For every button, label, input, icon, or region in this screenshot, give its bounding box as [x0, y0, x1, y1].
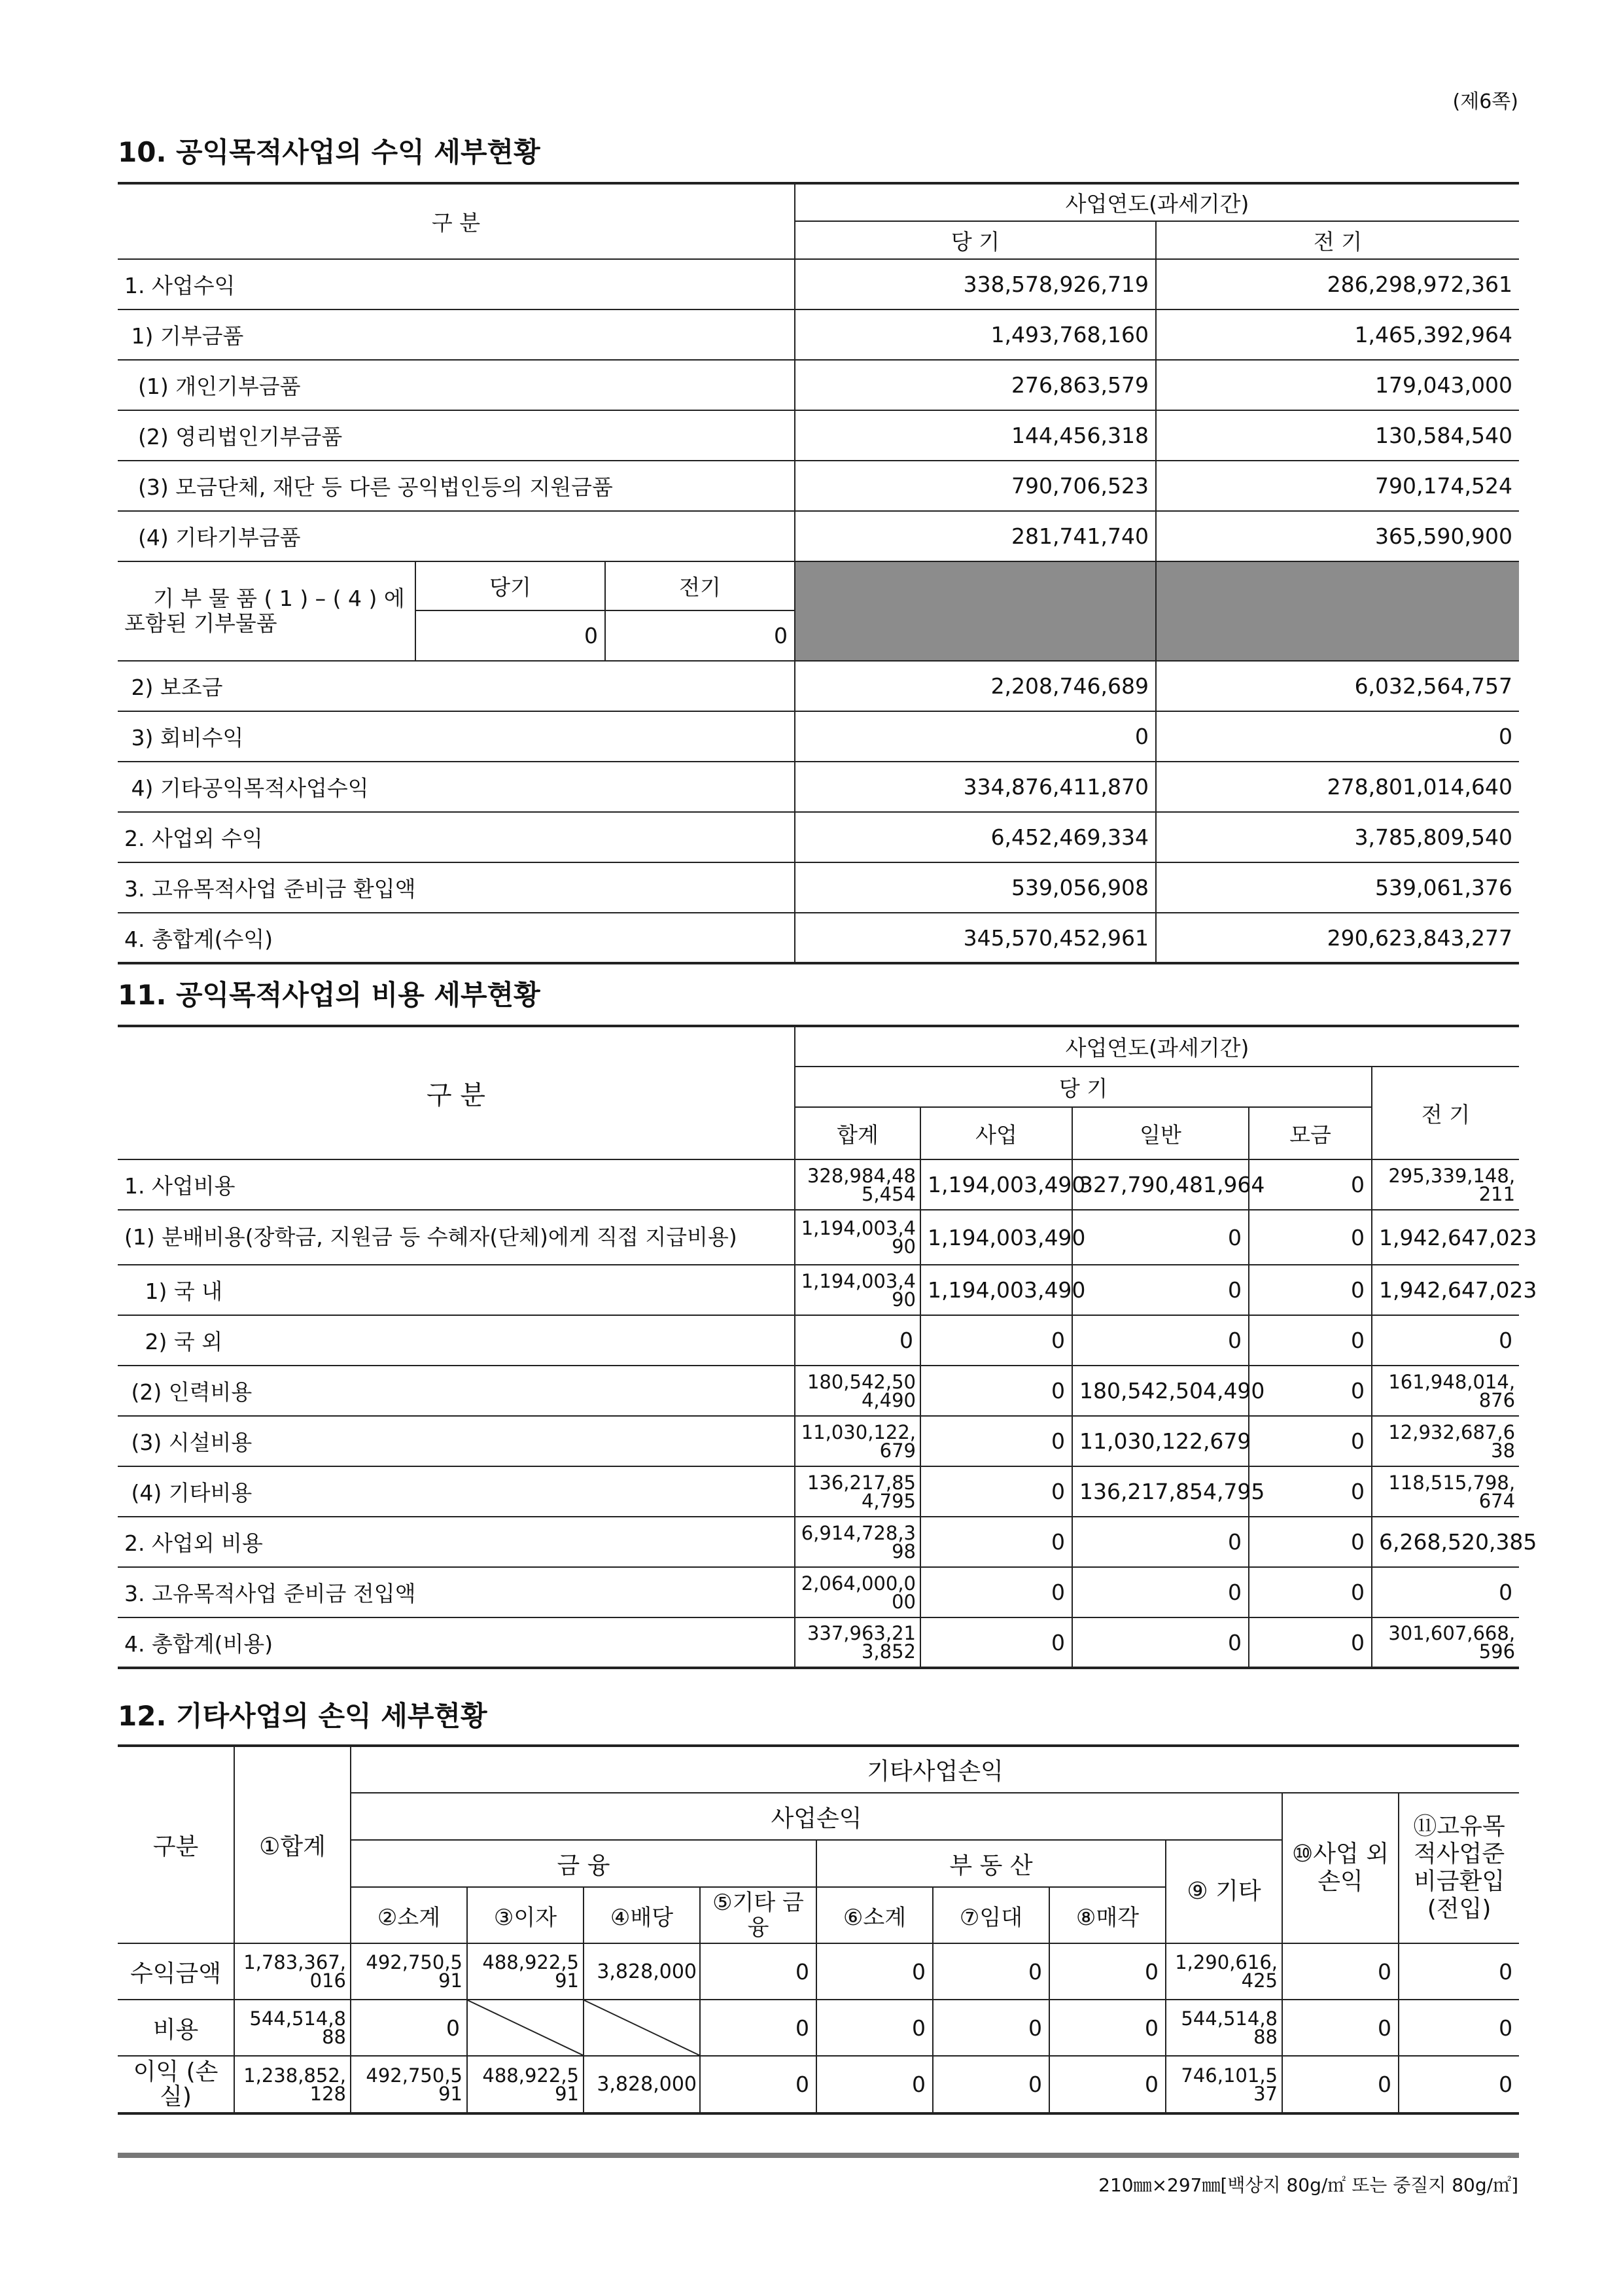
- row-label: 2) 국 외: [118, 1315, 795, 1366]
- in-kind-prior-value: 0: [605, 610, 795, 661]
- current-value: 2,208,746,689: [795, 661, 1156, 711]
- current-value: 790,706,523: [795, 461, 1156, 511]
- total-value: 180,542,504,490: [795, 1366, 920, 1416]
- in-kind-label-line2: 포함된 기부물품: [124, 610, 277, 636]
- fundraising-value: 0: [1249, 1466, 1372, 1517]
- other-finance-value: 0: [700, 2056, 816, 2113]
- interest-value: 488,922,591: [467, 2056, 584, 2113]
- table-row: [118, 309, 1519, 360]
- sum-value: 1,238,852,128: [234, 2056, 351, 2113]
- total-value: 337,963,213,852: [795, 1617, 920, 1668]
- prior-value: 301,607,668,596: [1372, 1617, 1519, 1668]
- prior-value: 179,043,000: [1156, 360, 1519, 410]
- general-value: 0: [1072, 1517, 1249, 1567]
- prior-value: 130,584,540: [1156, 410, 1519, 461]
- interest-na-cell: [467, 2000, 584, 2056]
- prior-value: 0: [1156, 711, 1519, 762]
- finance-subtotal-value: 492,750,591: [351, 2056, 467, 2113]
- row-label: (1) 분배비용(장학금, 지원금 등 수혜자(단체)에게 직접 지급비용): [118, 1210, 795, 1265]
- sale-value: 0: [1049, 2056, 1166, 2113]
- diagonal-line-icon: [468, 2000, 583, 2055]
- table-row: [118, 1265, 1519, 1315]
- row-label: (2) 인력비용: [118, 1366, 795, 1416]
- row-label: 4. 총합계(수익): [118, 913, 795, 963]
- prior-value: 286,298,972,361: [1156, 259, 1519, 309]
- table-row: [118, 2056, 1519, 2113]
- general-value: 0: [1072, 1210, 1249, 1265]
- business-value: 0: [920, 1366, 1072, 1416]
- section-12-title: 12. 기타사업의 손익 세부현황: [118, 1700, 487, 1732]
- row-label: 비용: [118, 2000, 234, 2056]
- dividend-value: 3,828,000: [584, 2056, 700, 2113]
- sum-value: 544,514,888: [234, 2000, 351, 2056]
- in-kind-current-header: 당기: [415, 561, 605, 610]
- sum-header: ①합계: [234, 1746, 351, 1943]
- current-value: 338,578,926,719: [795, 259, 1156, 309]
- prior-value: 1,942,647,023: [1372, 1210, 1519, 1265]
- prior-value: 6,268,520,385: [1372, 1517, 1519, 1567]
- shaded-cell: [1156, 561, 1519, 661]
- prior-value: 290,623,843,277: [1156, 913, 1519, 963]
- gubun-header: 구분: [118, 1746, 234, 1943]
- in-kind-prior-header: 전기: [605, 561, 795, 610]
- business-value: 0: [920, 1617, 1072, 1668]
- rent-value: 0: [933, 1943, 1049, 2000]
- table-row: [118, 1210, 1519, 1265]
- paper-spec-footer: 210㎜×297㎜[백상지 80g/㎡ 또는 중질지 80g/㎡]: [1098, 2174, 1518, 2196]
- prior-value: 12,932,687,638: [1372, 1416, 1519, 1466]
- total-value: 0: [795, 1315, 920, 1366]
- real-estate-subtotal-value: 0: [816, 1943, 933, 2000]
- current-value: 334,876,411,870: [795, 762, 1156, 812]
- table-row: [118, 1617, 1519, 1668]
- total-header: 합계: [795, 1107, 920, 1159]
- dividend-value: 3,828,000: [584, 1943, 700, 2000]
- row-label: 수익금액: [118, 1943, 234, 2000]
- fundraising-value: 0: [1249, 1159, 1372, 1210]
- table-row: [118, 2000, 1519, 2056]
- current-value: 6,452,469,334: [795, 812, 1156, 862]
- fundraising-value: 0: [1249, 1366, 1372, 1416]
- general-header: 일반: [1072, 1107, 1249, 1159]
- row-label: 4. 총합계(비용): [118, 1617, 795, 1668]
- reserve-value: 0: [1399, 2056, 1519, 2113]
- row-label: 4) 기타공익목적사업수익: [118, 762, 795, 812]
- other-finance-header: ⑤기타 금융: [700, 1887, 816, 1943]
- prior-value: 365,590,900: [1156, 511, 1519, 561]
- prior-value: 161,948,014,876: [1372, 1366, 1519, 1416]
- row-label: (4) 기타기부금품: [118, 511, 795, 561]
- total-value: 6,914,728,398: [795, 1517, 920, 1567]
- current-period-header: 당 기: [795, 221, 1156, 259]
- business-value: 0: [920, 1466, 1072, 1517]
- real-estate-subtotal-value: 0: [816, 2056, 933, 2113]
- prior-value: 3,785,809,540: [1156, 812, 1519, 862]
- fundraising-value: 0: [1249, 1265, 1372, 1315]
- total-value: 2,064,000,000: [795, 1567, 920, 1617]
- interest-header: ③이자: [467, 1887, 584, 1943]
- footer-divider: [118, 2153, 1519, 2158]
- finance-subtotal-value: 492,750,591: [351, 1943, 467, 2000]
- table-row: [118, 1366, 1519, 1416]
- table-row: [118, 711, 1519, 762]
- non-business-value: 0: [1282, 2056, 1399, 2113]
- row-label: 2) 보조금: [118, 661, 795, 711]
- prior-value: 1,465,392,964: [1156, 309, 1519, 360]
- row-label: 3. 고유목적사업 준비금 전입액: [118, 1567, 795, 1617]
- fundraising-value: 0: [1249, 1416, 1372, 1466]
- general-value: 0: [1072, 1315, 1249, 1366]
- table-row: [118, 1159, 1519, 1210]
- table-row: [118, 461, 1519, 511]
- real-estate-header: 부 동 산: [816, 1840, 1166, 1887]
- business-value: 1,194,003,490: [920, 1210, 1072, 1265]
- fundraising-header: 모금: [1249, 1107, 1372, 1159]
- real-estate-subtotal-value: 0: [816, 2000, 933, 2056]
- etc-value: 544,514,888: [1166, 2000, 1282, 2056]
- prior-value: 118,515,798,674: [1372, 1466, 1519, 1517]
- dividend-header: ④배당: [584, 1887, 700, 1943]
- total-value: 1,194,003,490: [795, 1210, 920, 1265]
- row-label: 3. 고유목적사업 준비금 환입액: [118, 862, 795, 913]
- fiscal-year-header: 사업연도(과세기간): [795, 183, 1519, 221]
- total-value: 328,984,485,454: [795, 1159, 920, 1210]
- other-business-pl-header: 기타사업손익: [351, 1746, 1519, 1793]
- table-row: [118, 762, 1519, 812]
- row-label: 이익 (손실): [118, 2056, 234, 2113]
- sale-value: 0: [1049, 1943, 1166, 2000]
- row-label: 2. 사업외 비용: [118, 1517, 795, 1567]
- business-header: 사업: [920, 1107, 1072, 1159]
- current-value: 345,570,452,961: [795, 913, 1156, 963]
- etc-value: 746,101,537: [1166, 2056, 1282, 2113]
- diagonal-line-icon: [584, 2000, 699, 2055]
- row-label: 3) 회비수익: [118, 711, 795, 762]
- sale-value: 0: [1049, 2000, 1166, 2056]
- current-value: 539,056,908: [795, 862, 1156, 913]
- page-number-label: (제6쪽): [1452, 90, 1518, 113]
- row-label: (2) 영리법인기부금품: [118, 410, 795, 461]
- general-value: 0: [1072, 1567, 1249, 1617]
- row-label: (3) 모금단체, 재단 등 다른 공익법인등의 지원금품: [118, 461, 795, 511]
- reserve-value: 0: [1399, 2000, 1519, 2056]
- business-value: 0: [920, 1416, 1072, 1466]
- finance-subtotal-header: ②소계: [351, 1887, 467, 1943]
- table-row: [118, 812, 1519, 862]
- table-row: [118, 1517, 1519, 1567]
- current-period-header: 당 기: [795, 1067, 1372, 1107]
- in-kind-current-value: 0: [415, 610, 605, 661]
- non-business-pl-header: ⑩사업 외손익: [1282, 1793, 1399, 1943]
- table-row: [118, 511, 1519, 561]
- table-row: [118, 1315, 1519, 1366]
- general-value: 180,542,504,490: [1072, 1366, 1249, 1416]
- real-estate-subtotal-header: ⑥소계: [816, 1887, 933, 1943]
- general-value: 136,217,854,795: [1072, 1466, 1249, 1517]
- table-row: [118, 259, 1519, 309]
- prior-period-header: 전 기: [1156, 221, 1519, 259]
- expense-table: [118, 1025, 1537, 1669]
- sum-value: 1,783,367,016: [234, 1943, 351, 2000]
- table-row: [118, 661, 1519, 711]
- rent-value: 0: [933, 2000, 1049, 2056]
- revenue-table: [118, 182, 1519, 964]
- table-row: [118, 360, 1519, 410]
- table-row: [118, 410, 1519, 461]
- other-finance-value: 0: [700, 1943, 816, 2000]
- section-11-title: 11. 공익목적사업의 비용 세부현황: [118, 979, 540, 1011]
- table-row: [118, 1466, 1519, 1517]
- rent-header: ⑦임대: [933, 1887, 1049, 1943]
- row-label: 1) 국 내: [118, 1265, 795, 1315]
- business-value: 1,194,003,490: [920, 1159, 1072, 1210]
- gubun-header: 구 분: [118, 183, 795, 259]
- current-value: 276,863,579: [795, 360, 1156, 410]
- in-kind-donation-label: [118, 561, 415, 661]
- table-row: [118, 1943, 1519, 2000]
- table-row: [118, 1567, 1519, 1617]
- finance-header: 금 융: [351, 1840, 816, 1887]
- total-value: 136,217,854,795: [795, 1466, 920, 1517]
- fundraising-value: 0: [1249, 1567, 1372, 1617]
- fundraising-value: 0: [1249, 1617, 1372, 1668]
- gubun-header: 구 분: [118, 1026, 795, 1159]
- row-label: (4) 기타비용: [118, 1466, 795, 1517]
- reserve-header: ⑪고유목적사업준비금환입(전입): [1399, 1793, 1519, 1943]
- current-value: 281,741,740: [795, 511, 1156, 561]
- non-business-value: 0: [1282, 1943, 1399, 2000]
- general-value: 327,790,481,964: [1072, 1159, 1249, 1210]
- row-label: 1) 기부금품: [118, 309, 795, 360]
- table-row: [118, 862, 1519, 913]
- current-value: 144,456,318: [795, 410, 1156, 461]
- fundraising-value: 0: [1249, 1315, 1372, 1366]
- business-value: 1,194,003,490: [920, 1265, 1072, 1315]
- other-finance-value: 0: [700, 2000, 816, 2056]
- fundraising-value: 0: [1249, 1210, 1372, 1265]
- table-row: [118, 913, 1519, 963]
- non-business-value: 0: [1282, 2000, 1399, 2056]
- table-row: [118, 1416, 1519, 1466]
- general-value: 11,030,122,679: [1072, 1416, 1249, 1466]
- total-value: 11,030,122,679: [795, 1416, 920, 1466]
- in-kind-label-line1: 기 부 물 품 ( 1 ) – ( 4 ) 에: [153, 586, 405, 611]
- row-label: 1. 사업수익: [118, 259, 795, 309]
- general-value: 0: [1072, 1265, 1249, 1315]
- row-label: (3) 시설비용: [118, 1416, 795, 1466]
- section-10-title: 10. 공익목적사업의 수익 세부현황: [118, 136, 540, 168]
- current-value: 0: [795, 711, 1156, 762]
- finance-subtotal-value: 0: [351, 2000, 467, 2056]
- prior-value: 790,174,524: [1156, 461, 1519, 511]
- prior-value: 0: [1372, 1567, 1519, 1617]
- total-value: 1,194,003,490: [795, 1265, 920, 1315]
- prior-value: 1,942,647,023: [1372, 1265, 1519, 1315]
- interest-value: 488,922,591: [467, 1943, 584, 2000]
- business-value: 0: [920, 1315, 1072, 1366]
- row-label: (1) 개인기부금품: [118, 360, 795, 410]
- fundraising-value: 0: [1249, 1517, 1372, 1567]
- rent-value: 0: [933, 2056, 1049, 2113]
- prior-period-header: 전 기: [1372, 1067, 1519, 1159]
- business-pl-header: 사업손익: [351, 1793, 1282, 1840]
- prior-value: 0: [1372, 1315, 1519, 1366]
- business-value: 0: [920, 1567, 1072, 1617]
- other-business-pl-table: [118, 1744, 1519, 2115]
- current-value: 1,493,768,160: [795, 309, 1156, 360]
- prior-value: 278,801,014,640: [1156, 762, 1519, 812]
- etc-header: ⑨ 기타: [1166, 1840, 1282, 1943]
- reserve-value: 0: [1399, 1943, 1519, 2000]
- business-value: 0: [920, 1517, 1072, 1567]
- prior-value: 295,339,148,211: [1372, 1159, 1519, 1210]
- sale-header: ⑧매각: [1049, 1887, 1166, 1943]
- row-label: 2. 사업외 수익: [118, 812, 795, 862]
- prior-value: 6,032,564,757: [1156, 661, 1519, 711]
- etc-value: 1,290,616,425: [1166, 1943, 1282, 2000]
- prior-value: 539,061,376: [1156, 862, 1519, 913]
- general-value: 0: [1072, 1617, 1249, 1668]
- shaded-cell: [795, 561, 1156, 661]
- dividend-na-cell: [584, 2000, 700, 2056]
- row-label: 1. 사업비용: [118, 1159, 795, 1210]
- fiscal-year-header: 사업연도(과세기간): [795, 1026, 1519, 1067]
